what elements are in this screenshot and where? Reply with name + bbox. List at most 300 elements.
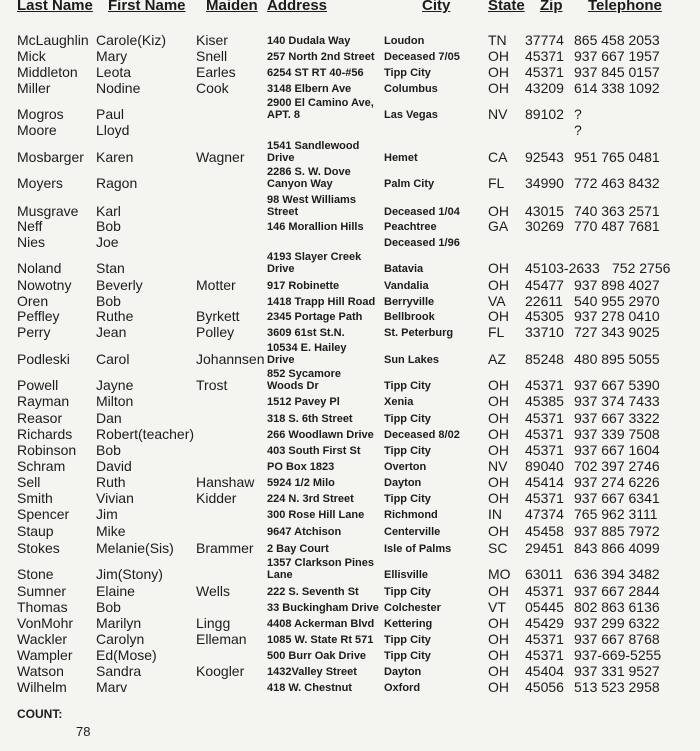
table-row [0, 122, 700, 138]
address: 5924 1/2 Milo [267, 477, 335, 489]
first-name: Paul [96, 106, 125, 122]
city: Ellisville [384, 569, 429, 581]
address-line-1: 1541 Sandlewood [267, 140, 360, 152]
first-name: Mike [96, 523, 126, 539]
last-name: Podleski [17, 351, 70, 367]
state: OH [488, 490, 509, 506]
maiden-name: Kiser [196, 32, 228, 48]
first-name: Robert(teacher) [96, 426, 195, 442]
address: 1512 Pavey Pl [267, 396, 340, 408]
maiden-name: Byrkett [196, 308, 240, 324]
zip: 45371 [525, 48, 564, 64]
table-row [0, 663, 700, 679]
header-zip: Zip [540, 0, 563, 14]
address: 403 South First St [267, 445, 361, 457]
table-row [0, 140, 700, 165]
telephone: 937 299 6322 [574, 615, 660, 631]
telephone: 937 667 1604 [574, 442, 660, 458]
state: OH [488, 679, 509, 695]
state: OH [488, 308, 509, 324]
last-name: Oren [17, 293, 49, 309]
city: Tipp City [384, 493, 431, 505]
city: Xenia [384, 396, 414, 408]
count-label: COUNT: [17, 707, 63, 721]
city: Palm City [384, 178, 435, 190]
city: Tipp City [384, 634, 431, 646]
telephone: ? [574, 106, 582, 122]
address-line-2: Drive [267, 263, 295, 275]
zip: 45371 [525, 64, 564, 80]
header-address: Address [267, 0, 328, 14]
header-first-name: First Name [108, 0, 186, 14]
city: Colchester [384, 602, 441, 614]
address-line-2: Drive [267, 152, 295, 164]
state: OH [488, 64, 509, 80]
last-name: Moyers [17, 175, 63, 191]
state: OH [488, 48, 509, 64]
maiden-name: Johannsen [196, 351, 265, 367]
zip: 43209 [525, 80, 564, 96]
telephone: 937 667 6341 [574, 490, 660, 506]
city: Kettering [384, 618, 433, 630]
city: Batavia [384, 263, 424, 275]
last-name: Stone [17, 566, 54, 582]
zip: 45404 [525, 663, 564, 679]
last-name: Mick [17, 48, 46, 64]
header-maiden: Maiden [206, 0, 258, 14]
telephone: 951 765 0481 [574, 149, 660, 165]
zip: 45103-2633 [525, 260, 600, 276]
address-line-2: Canyon Way [267, 178, 333, 190]
first-name: Nodine [96, 80, 141, 96]
table-row [0, 647, 700, 663]
city: Centerville [384, 526, 441, 538]
address-line-1: 2286 S. W. Dove [267, 166, 351, 178]
maiden-name: Hanshaw [196, 474, 255, 490]
state: OH [488, 663, 509, 679]
last-name: Robinson [17, 442, 77, 458]
zip: 89040 [525, 458, 564, 474]
zip: 22611 [525, 293, 563, 309]
maiden-name: Earles [196, 64, 236, 80]
telephone: 843 866 4099 [574, 540, 660, 556]
first-name: Lloyd [96, 122, 130, 138]
state: OH [488, 393, 509, 409]
address: 6254 ST RT 40-#56 [267, 67, 364, 79]
header-last-name: Last Name [17, 0, 93, 14]
maiden-name: Wagner [196, 149, 245, 165]
telephone: 772 463 8432 [574, 175, 660, 191]
last-name: Musgrave [17, 203, 79, 219]
address-line-1: 10534 E. Hailey [267, 342, 347, 354]
zip: 85248 [525, 351, 564, 367]
city: Loudon [384, 35, 425, 47]
address-line-2: Lane [267, 569, 293, 581]
table-row [0, 97, 700, 122]
count-value: 78 [76, 724, 91, 739]
last-name: Sell [17, 474, 41, 490]
first-name: Beverly [96, 277, 143, 293]
first-name: Ruthe [96, 308, 134, 324]
address-line-1: 1357 Clarkson Pines [267, 557, 375, 569]
address: 1432Valley Street [267, 666, 357, 678]
zip: 45371 [525, 647, 564, 663]
address: 140 Dudala Way [267, 35, 351, 47]
first-name: Elaine [96, 583, 135, 599]
zip: 45371 [525, 426, 564, 442]
header-city: City [422, 0, 451, 14]
table-row [0, 599, 700, 615]
address: 33 Buckingham Drive [267, 602, 379, 614]
state: GA [488, 218, 509, 234]
telephone: 770 487 7681 [574, 218, 660, 234]
table-row [0, 368, 700, 393]
zip: 29451 [525, 540, 564, 556]
last-name: Wampler [17, 647, 73, 663]
table-row [0, 277, 700, 293]
state: OH [488, 377, 509, 393]
maiden-name: Motter [196, 277, 236, 293]
state: MO [488, 566, 511, 582]
city: Peachtree [384, 221, 437, 233]
telephone: 937 274 6226 [574, 474, 660, 490]
telephone: 614 338 1092 [574, 80, 660, 96]
city: Deceased 1/96 [384, 237, 460, 249]
first-name: Jim [96, 506, 118, 522]
last-name: Powell [17, 377, 59, 393]
table-row [0, 64, 700, 80]
state: OH [488, 203, 509, 219]
address: PO Box 1823 [267, 461, 335, 473]
address: 917 Robinette [267, 280, 340, 292]
last-name: Richards [17, 426, 73, 442]
zip: 45371 [525, 377, 564, 393]
city: St. Peterburg [384, 327, 454, 339]
telephone: 636 394 3482 [574, 566, 660, 582]
address: 4408 Ackerman Blvd [267, 618, 375, 630]
zip: 63011 [525, 566, 563, 582]
zip: 45056 [525, 679, 564, 695]
last-name: Peffley [17, 308, 60, 324]
state: OH [488, 277, 509, 293]
address: 222 S. Seventh St [267, 586, 359, 598]
table-row [0, 474, 700, 490]
telephone: 937 845 0157 [574, 64, 660, 80]
last-name: McLaughlin [17, 32, 89, 48]
table-row [0, 410, 700, 426]
maiden-name: Brammer [196, 540, 254, 556]
state: AZ [488, 351, 506, 367]
city: Tipp City [384, 380, 431, 392]
table-row [0, 523, 700, 539]
telephone: 937 278 0410 [574, 308, 660, 324]
table-row [0, 557, 700, 582]
state: TN [488, 32, 507, 48]
address: 3609 61st St.N. [267, 327, 345, 339]
city: Berryville [384, 296, 435, 308]
first-name: Ragon [96, 175, 138, 191]
last-name: VonMohr [17, 615, 74, 631]
first-name: Ruth [96, 474, 126, 490]
telephone: 937 898 4027 [574, 277, 660, 293]
city: Sun Lakes [384, 354, 440, 366]
telephone: 937 885 7972 [574, 523, 660, 539]
city: Oxford [384, 682, 421, 694]
last-name: Nowotny [17, 277, 72, 293]
state: SC [488, 540, 508, 556]
address: 2 Bay Court [267, 543, 329, 555]
table-row [0, 393, 700, 409]
city: Hemet [384, 152, 418, 164]
city: Tipp City [384, 650, 431, 662]
table-row [0, 251, 700, 276]
telephone: 727 343 9025 [574, 324, 660, 340]
last-name: Miller [17, 80, 51, 96]
address-line-1: 4193 Slayer Creek [267, 251, 362, 263]
table-row [0, 426, 700, 442]
zip: 45371 [525, 631, 564, 647]
state: FL [488, 324, 505, 340]
state: IN [488, 506, 502, 522]
last-name: Sumner [17, 583, 67, 599]
maiden-name: Elleman [196, 631, 247, 647]
table-row [0, 458, 700, 474]
address: 266 Woodlawn Drive [267, 429, 374, 441]
maiden-name: Polley [196, 324, 235, 340]
telephone: 540 955 2970 [574, 293, 660, 309]
telephone: 765 962 3111 [574, 506, 658, 522]
state: OH [488, 583, 509, 599]
city: Deceased 8/02 [384, 429, 460, 441]
last-name: Neff [17, 218, 43, 234]
address: 3148 Elbern Ave [267, 83, 352, 95]
telephone: 513 523 2958 [574, 679, 660, 695]
first-name: Carole(Kiz) [96, 32, 167, 48]
first-name: Ed(Mose) [96, 647, 157, 663]
city: Richmond [384, 509, 438, 521]
zip: 47374 [525, 506, 564, 522]
address: 257 North 2nd Street [267, 51, 375, 63]
last-name: Noland [17, 260, 62, 276]
last-name: Rayman [17, 393, 70, 409]
zip: 37774 [525, 32, 564, 48]
maiden-name: Snell [196, 48, 228, 64]
telephone: 937 374 7433 [574, 393, 660, 409]
telephone: 802 863 6136 [574, 599, 660, 615]
first-name: Marilyn [96, 615, 142, 631]
city: Tipp City [384, 67, 431, 79]
address: 500 Burr Oak Drive [267, 650, 367, 662]
zip: 34990 [525, 175, 564, 191]
state: OH [488, 647, 509, 663]
table-row [0, 166, 700, 191]
last-name: Wackler [17, 631, 68, 647]
state: OH [488, 442, 509, 458]
first-name: Stan [96, 260, 125, 276]
table-row [0, 32, 700, 48]
table-row [0, 80, 700, 96]
maiden-name: Cook [196, 80, 229, 96]
address-line-2: Street [267, 206, 299, 218]
maiden-name: Trost [196, 377, 228, 393]
first-name: Carolyn [96, 631, 145, 647]
state: OH [488, 615, 509, 631]
telephone: 937 667 5390 [574, 377, 660, 393]
state: OH [488, 631, 509, 647]
state: OH [488, 410, 509, 426]
table-row [0, 324, 700, 340]
last-name: Spencer [17, 506, 70, 522]
last-name: Nies [17, 234, 46, 250]
address: 146 Morallion Hills [267, 221, 364, 233]
header-state: State [488, 0, 525, 14]
last-name: Schram [17, 458, 66, 474]
first-name: Carol [96, 351, 130, 367]
zip: 30269 [525, 218, 564, 234]
last-name: Stokes [17, 540, 60, 556]
table-row [0, 631, 700, 647]
table-row [0, 293, 700, 309]
table-row [0, 218, 700, 234]
zip: 45371 [525, 410, 564, 426]
zip: 45477 [525, 277, 564, 293]
maiden-name: Lingg [196, 615, 231, 631]
zip: 92543 [525, 149, 564, 165]
telephone: 937 667 1957 [574, 48, 660, 64]
address-line-1: 2900 El Camino Ave, [267, 97, 374, 109]
last-name: Staup [17, 523, 54, 539]
first-name: Bob [96, 293, 121, 309]
address: 2345 Portage Path [267, 311, 363, 323]
table-row [0, 308, 700, 324]
city: Columbus [384, 83, 438, 95]
table-row [0, 194, 700, 219]
first-name: Mary [96, 48, 128, 64]
first-name: Vivian [96, 490, 134, 506]
table-row [0, 540, 700, 556]
city: Deceased 1/04 [384, 206, 460, 218]
city: Tipp City [384, 413, 431, 425]
table-row [0, 442, 700, 458]
address-line-2: APT. 8 [267, 109, 301, 121]
first-name: Bob [96, 442, 121, 458]
city: Las Vegas [384, 109, 438, 121]
last-name: Mogros [17, 106, 64, 122]
address: 318 S. 6th Street [267, 413, 353, 425]
state: VT [488, 599, 506, 615]
first-name: Jim(Stony) [96, 566, 163, 582]
last-name: Smith [17, 490, 53, 506]
table-row [0, 342, 700, 367]
telephone: 937 667 8768 [574, 631, 660, 647]
city: Vandalia [384, 280, 429, 292]
address: 1418 Trapp Hill Road [267, 296, 376, 308]
first-name: Bob [96, 599, 121, 615]
last-name: Middleton [17, 64, 78, 80]
last-name: Mosbarger [17, 149, 84, 165]
address: 300 Rose Hill Lane [267, 509, 365, 521]
maiden-name: Koogler [196, 663, 245, 679]
city: Dayton [384, 666, 422, 678]
last-name: Moore [17, 122, 57, 138]
state: NV [488, 458, 508, 474]
address-line-2: Woods Dr [267, 380, 319, 392]
zip: 45414 [525, 474, 564, 490]
telephone: 937 339 7508 [574, 426, 660, 442]
telephone: 865 458 2053 [574, 32, 660, 48]
first-name: Dan [96, 410, 122, 426]
address: 1085 W. State Rt 571 [267, 634, 374, 646]
last-name: Wilhelm [17, 679, 67, 695]
address: 224 N. 3rd Street [267, 493, 354, 505]
state: CA [488, 149, 508, 165]
state: OH [488, 474, 509, 490]
zip: 45429 [525, 615, 564, 631]
telephone: 702 397 2746 [574, 458, 660, 474]
city: Isle of Palms [384, 543, 452, 555]
zip: 33710 [525, 324, 564, 340]
state: NV [488, 106, 508, 122]
zip: 05445 [525, 599, 564, 615]
first-name: Jayne [96, 377, 134, 393]
zip: 45458 [525, 523, 564, 539]
city: Overton [384, 461, 427, 473]
telephone: 480 895 5055 [574, 351, 660, 367]
address: 418 W. Chestnut [267, 682, 352, 694]
state: OH [488, 523, 509, 539]
table-row [0, 48, 700, 64]
telephone: 937-669-5255 [574, 647, 662, 663]
zip: 45305 [525, 308, 564, 324]
address-line-2: Drive [267, 354, 295, 366]
last-name: Perry [17, 324, 51, 340]
telephone: 937 331 9527 [574, 663, 660, 679]
state: FL [488, 175, 505, 191]
city: Bellbrook [384, 311, 435, 323]
table-row [0, 615, 700, 631]
telephone: ? [574, 122, 582, 138]
first-name: Melanie(Sis) [96, 540, 174, 556]
address: 9647 Atchison [267, 526, 342, 538]
zip: 45371 [525, 490, 564, 506]
first-name: Milton [96, 393, 134, 409]
last-name: Watson [17, 663, 64, 679]
telephone: 937 667 3322 [574, 410, 660, 426]
zip: 45371 [525, 442, 564, 458]
first-name: Bob [96, 218, 121, 234]
maiden-name: Kidder [196, 490, 237, 506]
city: Tipp City [384, 445, 431, 457]
first-name: Leota [96, 64, 132, 80]
zip: 45371 [525, 583, 564, 599]
telephone: 937 667 2844 [574, 583, 660, 599]
first-name: Karl [96, 203, 121, 219]
address-line-1: 98 West Williams [267, 194, 356, 206]
first-name: David [96, 458, 132, 474]
last-name: Reasor [17, 410, 63, 426]
telephone: 740 363 2571 [574, 203, 660, 219]
table-row [0, 583, 700, 599]
first-name: Joe [96, 234, 119, 250]
zip: 89102 [525, 106, 564, 122]
state: VA [488, 293, 506, 309]
first-name: Sandra [96, 663, 142, 679]
first-name: Karen [96, 149, 134, 165]
state: OH [488, 260, 509, 276]
header-telephone: Telephone [588, 0, 662, 14]
telephone: 752 2756 [612, 260, 671, 276]
city: Tipp City [384, 586, 431, 598]
